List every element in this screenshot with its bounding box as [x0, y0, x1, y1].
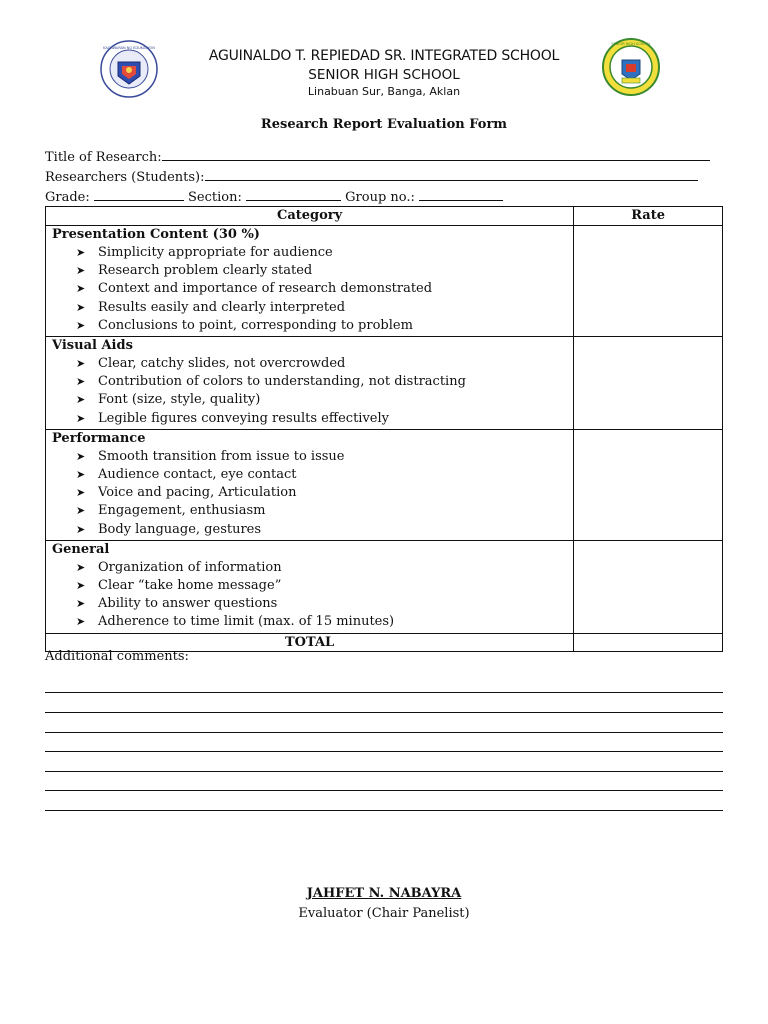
- arrow-bullet-icon: ➤: [76, 357, 86, 371]
- criteria-item: ➤ Smooth transition from issue to issue: [46, 448, 573, 466]
- section-title: Visual Aids: [52, 338, 133, 354]
- total-rate-cell[interactable]: [574, 633, 723, 651]
- section-title: Presentation Content (30 %): [52, 227, 260, 242]
- arrow-bullet-icon: ➤: [76, 449, 86, 463]
- group-input-line[interactable]: [419, 187, 503, 201]
- table-row: [46, 540, 723, 633]
- table-row: [46, 337, 723, 430]
- comment-line[interactable]: [45, 790, 723, 791]
- comment-line[interactable]: [45, 810, 723, 811]
- arrow-bullet-icon: ➤: [76, 468, 86, 482]
- evaluator-name: JAHFET N. NABAYRA: [306, 886, 462, 901]
- table-row: [46, 429, 723, 540]
- evaluation-table: [45, 206, 723, 652]
- comment-line[interactable]: [45, 692, 723, 693]
- rate-header: Rate: [574, 207, 723, 226]
- criteria-item: ➤ Results easily and clearly interpreted: [46, 299, 573, 317]
- section-input-line[interactable]: [246, 187, 341, 201]
- arrow-bullet-icon: ➤: [76, 615, 86, 629]
- category-header: Category: [46, 207, 574, 226]
- grade-input-line[interactable]: [94, 187, 184, 201]
- arrow-bullet-icon: ➤: [76, 522, 86, 536]
- category-cell: [46, 540, 574, 633]
- category-cell: [46, 226, 574, 337]
- section-title: Performance: [52, 430, 146, 446]
- total-label: TOTAL: [46, 633, 574, 651]
- researchers-field[interactable]: [45, 167, 698, 186]
- rate-cell-presentation[interactable]: [574, 226, 723, 337]
- criteria-item: ➤ Simplicity appropriate for audience: [46, 244, 573, 262]
- arrow-bullet-icon: ➤: [76, 282, 86, 296]
- arrow-bullet-icon: ➤: [76, 486, 86, 500]
- arrow-bullet-icon: ➤: [76, 264, 86, 278]
- arrow-bullet-icon: ➤: [76, 579, 86, 593]
- criteria-item: ➤ Adherence to time limit (max. of 15 minutes): [46, 613, 573, 631]
- comment-line[interactable]: [45, 712, 723, 713]
- criteria-item: ➤ Contribution of colors to understanding, not distracting: [46, 373, 573, 391]
- rate-cell-visual-aids[interactable]: [574, 337, 723, 430]
- rate-cell-performance[interactable]: [574, 429, 723, 540]
- title-of-research-field[interactable]: [45, 147, 710, 166]
- criteria-item: ➤ Ability to answer questions: [46, 595, 573, 613]
- researchers-label: Researchers (Students):: [45, 170, 205, 185]
- title-of-research-input-line[interactable]: [162, 147, 710, 161]
- arrow-bullet-icon: ➤: [76, 375, 86, 389]
- table-row: [46, 226, 723, 337]
- comment-line[interactable]: [45, 732, 723, 733]
- arrow-bullet-icon: ➤: [76, 246, 86, 259]
- criteria-item: ➤ Clear “take home message”: [46, 577, 573, 595]
- additional-comments-label: Additional comments:: [45, 649, 189, 664]
- criteria-item: ➤ Body language, gestures: [46, 521, 573, 539]
- evaluator-role: Evaluator (Chair Panelist): [298, 906, 470, 921]
- category-cell: [46, 429, 574, 540]
- arrow-bullet-icon: ➤: [76, 393, 86, 407]
- criteria-item: ➤ Organization of information: [46, 559, 573, 577]
- group-label: Group no.:: [345, 190, 415, 205]
- title-of-research-label: Title of Research:: [45, 150, 162, 165]
- section-title: General: [52, 541, 110, 557]
- criteria-item: ➤ Context and importance of research demonstrated: [46, 280, 573, 298]
- criteria-item: ➤ Audience contact, eye contact: [46, 466, 573, 484]
- grade-section-group-field[interactable]: [45, 187, 503, 206]
- arrow-bullet-icon: ➤: [76, 411, 86, 425]
- arrow-bullet-icon: ➤: [76, 504, 86, 518]
- arrow-bullet-icon: ➤: [76, 560, 86, 574]
- criteria-item: ➤ Voice and pacing, Articulation: [46, 484, 573, 502]
- department-name: SENIOR HIGH SCHOOL: [308, 67, 460, 83]
- researchers-input-line[interactable]: [205, 167, 698, 181]
- arrow-bullet-icon: ➤: [76, 318, 86, 332]
- school-name: AGUINALDO T. REPIEDAD SR. INTEGRATED SCHOOL: [208, 48, 560, 64]
- criteria-item: ➤ Research problem clearly stated: [46, 262, 573, 280]
- comment-line[interactable]: [45, 751, 723, 752]
- arrow-bullet-icon: ➤: [76, 300, 86, 314]
- rate-cell-general[interactable]: [574, 540, 723, 633]
- grade-label: Grade:: [45, 190, 90, 205]
- category-cell: [46, 337, 574, 430]
- school-seal-text: SENIOR HIGH SCHOOL: [611, 42, 651, 46]
- criteria-item: ➤ Font (size, style, quality): [46, 391, 573, 409]
- deped-seal-text: KAGAWARAN NG EDUKASYON: [103, 46, 155, 50]
- section-label: Section:: [188, 190, 242, 205]
- criteria-item: ➤ Engagement, enthusiasm: [46, 502, 573, 520]
- school-address: Linabuan Sur, Banga, Aklan: [307, 85, 461, 98]
- criteria-item: ➤ Legible figures conveying results effectively: [46, 410, 573, 428]
- arrow-bullet-icon: ➤: [76, 597, 86, 611]
- criteria-item: ➤ Conclusions to point, corresponding to problem: [46, 317, 573, 335]
- comment-line[interactable]: [45, 771, 723, 772]
- form-title: Research Report Evaluation Form: [260, 117, 508, 132]
- criteria-item: ➤ Clear, catchy slides, not overcrowded: [46, 355, 573, 373]
- table-header-row: [46, 207, 723, 226]
